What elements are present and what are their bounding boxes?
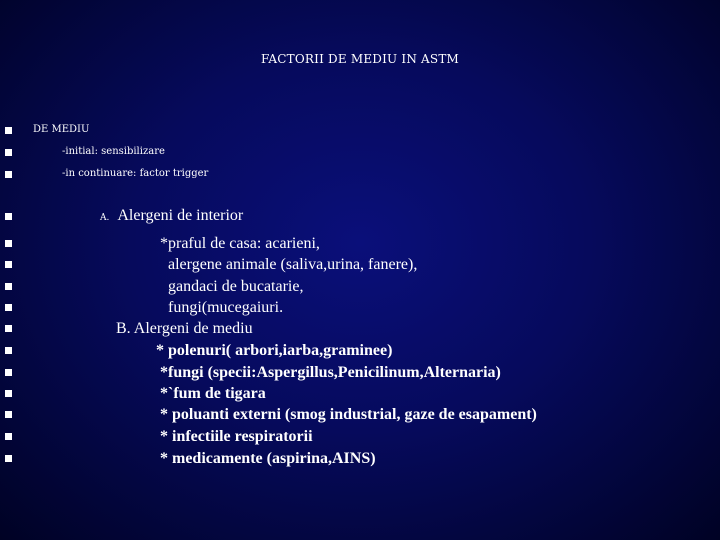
list-item: * polenuri( arbori,iarba,graminee): [156, 342, 393, 359]
bullet-icon: [5, 411, 12, 418]
bullet-icon: [5, 283, 12, 290]
bullet-icon: [5, 455, 12, 462]
bullet-icon: [5, 304, 12, 311]
bullet-icon: [5, 240, 12, 247]
item-prefix: A.: [100, 213, 110, 223]
list-item: gandaci de bucatarie,: [168, 278, 304, 295]
bullet-icon: [5, 325, 12, 332]
bullet-icon: [5, 369, 12, 376]
list-item-label: Alergeni de interior: [117, 207, 244, 224]
list-item: * medicamente (aspirina,AINS): [160, 450, 376, 467]
bullet-icon: [5, 390, 12, 397]
list-item: -initial: sensibilizare: [62, 146, 165, 157]
list-item: -in continuare: factor trigger: [62, 168, 209, 179]
bullet-icon: [5, 347, 12, 354]
list-item: fungi(mucegaiuri.: [168, 299, 284, 316]
bullet-icon: [5, 127, 12, 134]
bullet-icon: [5, 171, 12, 178]
list-item: *praful de casa: acarieni,: [160, 235, 320, 252]
list-item: alergene animale (saliva,urina, fanere),: [168, 256, 418, 273]
list-item: DE MEDIU: [33, 124, 90, 135]
bullet-icon: [5, 213, 12, 220]
list-item: *`fum de tigara: [160, 385, 266, 402]
list-item: * infectiile respiratorii: [160, 428, 313, 445]
slide-title: FACTORII DE MEDIU IN ASTM: [260, 52, 460, 66]
bullet-icon: [5, 261, 12, 268]
list-item: B. Alergeni de mediu: [116, 320, 253, 337]
bullet-icon: [5, 149, 12, 156]
list-item: * poluanti externi (smog industrial, gaze de esapament): [160, 406, 537, 423]
list-item: *fungi (specii:Aspergillus,Penicilinum,Alternaria): [160, 364, 501, 381]
list-item: [100, 207, 243, 225]
bullet-icon: [5, 433, 12, 440]
